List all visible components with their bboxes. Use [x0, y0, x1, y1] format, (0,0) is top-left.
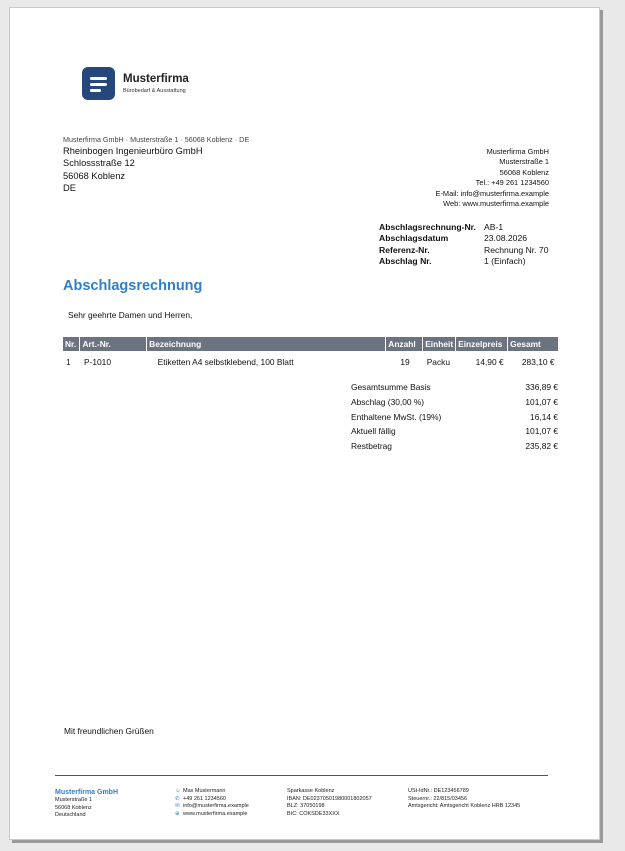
cell-unit: Packu [426, 357, 450, 367]
footer-company-name: Musterfirma GmbH [55, 789, 119, 796]
total-label: Aktuell fällig [351, 426, 396, 437]
recipient-line: 56068 Koblenz [63, 170, 126, 181]
cell-nr: 1 [66, 357, 71, 367]
total-row [351, 439, 558, 454]
footer-contact-line [175, 811, 249, 819]
recipient-line: DE [63, 182, 76, 193]
column-header: Einzelpreis [456, 337, 508, 351]
footer-bank-line: IBAN: DE02370501980001802057 [287, 795, 372, 802]
meta-key: Referenz-Nr. [379, 244, 430, 255]
footer-contact-line [175, 803, 249, 811]
total-row [351, 424, 558, 439]
footer-contact-line [175, 796, 249, 804]
footer-company-line: 56068 Koblenz [55, 804, 92, 811]
logo-bar-2 [90, 83, 107, 86]
column-header: Gesamt [508, 337, 559, 351]
recipient-line: Schlossstraße 12 [63, 158, 135, 169]
total-row [351, 410, 558, 425]
total-label: Restbetrag [351, 441, 392, 452]
total-value: 16,14 € [530, 411, 558, 422]
footer-contact-line [175, 788, 249, 796]
phone-icon: ✆ [175, 795, 180, 802]
meta-row [379, 233, 549, 244]
meta-value: AB-1 [484, 222, 504, 232]
sender-line: Web: www.musterfirma.example [443, 199, 549, 209]
table-header-row [63, 337, 559, 351]
footer-legal-line: Amtsgericht: Amtsgericht Koblenz HRB 12345 [408, 803, 521, 810]
globe-icon: ⊕ [175, 811, 180, 818]
total-label: Abschlag (30,00 %) [351, 396, 425, 407]
total-value: 235,82 € [525, 441, 558, 452]
footer-divider [55, 775, 548, 776]
footer-legal-line: Steuernr.: 22/815/03456 [408, 795, 468, 802]
recipient-line: Rheinbogen Ingenieurbüro GmbH [63, 146, 203, 156]
footer-legal-line: USt-IdNr.: DE123456789 [408, 788, 469, 794]
cell-quantity: 19 [400, 357, 410, 367]
logo-bar-1 [90, 77, 107, 80]
company-tagline: Bürobedarf & Ausstattung [123, 88, 186, 94]
invoice-page [9, 7, 600, 840]
column-header: Art.-Nr. [80, 337, 147, 351]
person-icon: ☺ [175, 788, 181, 794]
total-value: 336,89 € [525, 382, 558, 392]
meta-value: Rechnung Nr. 70 [484, 244, 549, 255]
total-label: Gesamtsumme Basis [351, 382, 431, 392]
footer-company [55, 788, 118, 820]
total-label: Enthaltene MwSt. (19%) [351, 411, 442, 422]
column-header: Einheit [423, 337, 456, 351]
sender-contact-block [329, 147, 549, 209]
contact-text: Max Mustermann [183, 788, 226, 794]
meta-value: 23.08.2026 [484, 233, 528, 244]
column-header: Anzahl [386, 337, 423, 351]
company-name: Musterfirma [123, 73, 189, 85]
contact-text: +49 261 1234560 [183, 795, 226, 802]
recipient-address [63, 145, 203, 194]
contact-text: www.musterfirma.example [183, 811, 248, 818]
total-row [351, 395, 558, 410]
meta-row [379, 245, 549, 256]
footer-legal [408, 788, 520, 811]
line-items-table [63, 337, 559, 373]
document-title: Abschlagsrechnung [63, 278, 203, 294]
sender-line: Musterfirma GmbH [486, 147, 549, 156]
total-value: 101,07 € [525, 426, 558, 437]
sender-line: E-Mail: info@musterfirma.example [435, 188, 549, 198]
meta-value: 1 (Einfach) [484, 256, 526, 267]
cell-total: 283,10 € [521, 357, 555, 367]
meta-key: Abschlag Nr. [379, 256, 432, 267]
table-row [63, 351, 559, 373]
total-value: 101,07 € [525, 396, 558, 407]
cell-unit-price: 14,90 € [475, 357, 504, 367]
mail-icon: ✉ [175, 803, 180, 810]
contact-text: info@musterfirma.example [183, 803, 249, 810]
cell-article-no: P-1010 [83, 357, 111, 367]
column-header: Nr. [63, 337, 80, 351]
closing-greeting: Mit freundlichen Grüßen [64, 726, 154, 736]
meta-key: Abschlagsrechnung-Nr. [379, 222, 476, 232]
footer-contact [175, 788, 249, 819]
sender-line: 56068 Koblenz [499, 167, 549, 177]
sender-line: Musterstraße 1 [499, 157, 549, 167]
total-row [351, 380, 558, 395]
meta-key: Abschlagsdatum [379, 233, 449, 244]
footer-bank-line: BLZ: 37050198 [287, 803, 325, 810]
invoice-meta [379, 222, 549, 268]
footer-bank-line: BIC: COKSDE33XXX [287, 811, 340, 818]
sender-address-line: Musterfirma GmbH · Musterstraße 1 · 56068 Koblenz · DE [63, 135, 250, 144]
footer-bank-line: Sparkasse Koblenz [287, 788, 335, 794]
logo-bar-3 [90, 89, 101, 92]
cell-description: Etiketten A4 selbstklebend, 100 Blatt [157, 357, 294, 367]
footer-company-line: Deutschland [55, 812, 86, 819]
footer-company-line: Musterstraße 1 [55, 797, 92, 803]
footer-bank [287, 788, 372, 819]
sender-line: Tel.: +49 261 1234560 [475, 178, 549, 188]
company-logo [82, 67, 115, 100]
meta-row [379, 222, 549, 233]
salutation: Sehr geehrte Damen und Herren, [68, 310, 193, 320]
meta-row [379, 256, 549, 267]
totals-block [351, 380, 558, 454]
column-header: Bezeichnung [147, 337, 386, 351]
